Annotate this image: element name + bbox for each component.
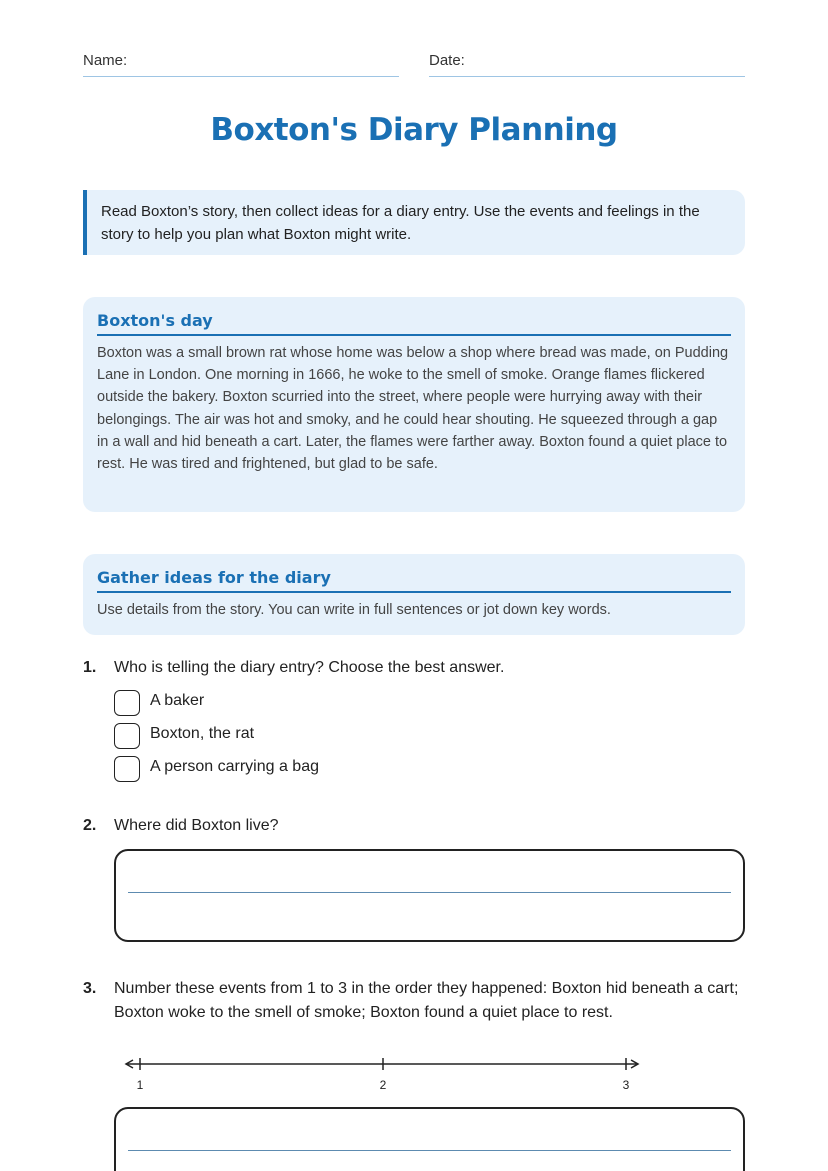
page-title: Boxton's Diary Planning [210, 112, 618, 148]
gather-heading: Gather ideas for the diary [97, 568, 731, 593]
question-number: 2. [83, 817, 97, 834]
option-label: A baker [150, 692, 205, 709]
answer-box-q2[interactable] [114, 849, 745, 942]
question-number: 3. [83, 980, 97, 997]
intro-callout: Read Boxton’s story, then collect ideas for a diary entry. Use the events and feelings in the story to help you plan what Boxton might write. [83, 190, 745, 255]
number-line [120, 1052, 650, 1096]
name-field[interactable] [83, 52, 399, 77]
date-label: Date: [429, 52, 465, 69]
story-text: Boxton was a small brown rat whose home was below a shop where bread was made, on Pudding Lane in London. One morning in 1666, he woke to the smell of smoke. Orange flames flickered outside the bakery. Boxton scurried into the street, where people were hurrying away with their belongings. The air was hot and smoky, and he could hear shouting. He squeezed through a gap in a wall and hid beneath a cart. Later, the flames were farther away. Boxton found a quiet place to rest. He was tired and frightened, but glad to be safe. [97, 345, 729, 473]
name-label: Name: [83, 52, 128, 69]
writing-line [128, 1150, 731, 1151]
story-heading: Boxton's day [97, 311, 731, 336]
checkbox[interactable] [114, 756, 140, 782]
writing-line [128, 892, 731, 893]
question-text: Number these events from 1 to 3 in the order they happened: Boxton hid beneath a cart; Boxton woke to the smell of smoke; Boxton found a quiet place to rest. [114, 980, 739, 1021]
gather-text: Use details from the story. You can write in full sentences or jot down key words. [97, 602, 611, 618]
number-line-axis [120, 1052, 650, 1076]
name-date-row [83, 52, 745, 78]
answer-box-q3[interactable] [114, 1107, 745, 1171]
tick-label-1: 1 [136, 1078, 144, 1092]
checkbox[interactable] [114, 723, 140, 749]
tick-label-2: 2 [379, 1078, 387, 1092]
story-panel [83, 297, 745, 512]
gather-panel [83, 554, 745, 635]
question-text: Where did Boxton live? [114, 817, 279, 834]
tick-label-3: 3 [622, 1078, 630, 1092]
question-number: 1. [83, 659, 97, 676]
checkbox[interactable] [114, 690, 140, 716]
date-field[interactable] [429, 52, 745, 77]
option-label: Boxton, the rat [150, 725, 255, 742]
option-label: A person carrying a bag [150, 758, 319, 775]
question-text: Who is telling the diary entry? Choose the best answer. [114, 659, 505, 676]
